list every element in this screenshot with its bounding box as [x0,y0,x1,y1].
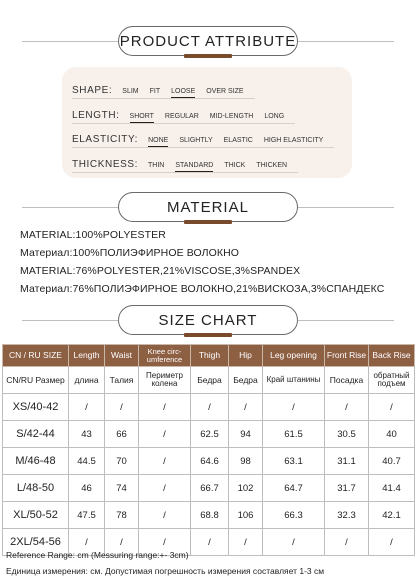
size-label-cell: M/46-48 [3,448,69,475]
measurement-cell: 64.7 [263,475,325,502]
ru-header-thigh: Бедра [191,367,229,394]
header-divider-right [298,207,394,208]
product-attribute-header [0,23,416,59]
attribute-option-selected: SHORT [129,113,154,120]
size-label-cell: S/42-44 [3,421,69,448]
measurement-cell: / [139,475,191,502]
measurement-cell: 102 [229,475,263,502]
header-divider-right [298,320,394,321]
measurement-cell: / [105,394,139,421]
measurement-cell: / [191,394,229,421]
col-header-leg-opening: Leg opening [263,345,325,367]
measurement-cell: 66.3 [263,502,325,529]
material-header [0,189,416,225]
measurement-cell: 74 [105,475,139,502]
ru-header-length: длина [69,367,105,394]
measurement-error-note: Единица измерения: см. Допустимая погрешность измерения составляет 1-3 см [6,566,325,576]
measurement-cell: 63.1 [263,448,325,475]
attribute-option: LONG [264,113,285,120]
attribute-option: REGULAR [164,113,199,120]
measurement-cell: 66 [105,421,139,448]
measurement-cell: / [229,529,263,556]
attribute-row [72,152,298,170]
attribute-row [72,127,334,145]
header-divider-left [22,41,118,42]
attribute-option: SLIM [122,88,139,95]
measurement-cell: 41.4 [369,475,415,502]
measurement-cell: / [139,448,191,475]
measurement-cell: / [369,529,415,556]
reference-range-note: Reference Range: cm (Messuring range:+- 3cm) [6,550,189,560]
measurement-cell: / [139,529,191,556]
size-chart-title: SIZE CHART [118,305,298,335]
attribute-row-rule [72,98,255,99]
col-header-thigh: Thigh [191,345,229,367]
measurement-cell: 40 [369,421,415,448]
attribute-row-rule [72,123,295,124]
measurement-cell: / [263,529,325,556]
measurement-cell: 64.6 [191,448,229,475]
ru-header-knee: Периметр колена [139,367,191,394]
size-row [3,502,415,529]
measurement-cell: / [105,529,139,556]
size-label-cell: XS/40-42 [3,394,69,421]
attribute-label: THICKNESS: [72,159,139,170]
ru-header-hip: Бедра [229,367,263,394]
attribute-row-rule [72,172,298,173]
measurement-cell: / [69,394,105,421]
size-label-cell: 2XL/54-56 [3,529,69,556]
size-chart-header [0,302,416,338]
col-header-waist: Waist [105,345,139,367]
measurement-cell: 43 [69,421,105,448]
attribute-label: SHAPE: [72,85,113,96]
measurement-cell: 70 [105,448,139,475]
measurement-cell: 40.7 [369,448,415,475]
measurement-cell: 78 [105,502,139,529]
col-header-back-rise: Back Rise [369,345,415,367]
attribute-row [72,103,295,121]
measurement-cell: 94 [229,421,263,448]
attribute-option: MID-LENGTH [209,113,254,120]
attribute-option-selected: STANDARD [175,162,214,169]
attribute-label: ELASTICITY: [72,134,139,145]
attribute-option: THICKEN [256,162,288,169]
header-accent-bar [184,333,232,337]
material-line-ru-2: Материал:76%ПОЛИЭФИРНОЕ ВОЛОКНО,21%ВИСКОЗА,3%СПАНДЕКС [20,283,385,295]
material-line-en-2: MATERIAL:76%POLYESTER,21%VISCOSE,3%SPANDEX [20,265,301,277]
measurement-cell: / [325,394,369,421]
measurement-cell: / [369,394,415,421]
measurement-cell: 46 [69,475,105,502]
header-divider-right [298,41,394,42]
measurement-cell: / [139,421,191,448]
measurement-cell: / [325,529,369,556]
ru-header-back-rise: обратный подъем [369,367,415,394]
attribute-label: LENGTH: [72,110,120,121]
col-header-size: CN / RU SIZE [3,345,69,367]
col-header-knee: Knee circ-umference [139,345,191,367]
measurement-cell: / [69,529,105,556]
ru-header-front-rise: Посадка [325,367,369,394]
measurement-cell: 44.5 [69,448,105,475]
measurement-cell: 42.1 [369,502,415,529]
attribute-row [72,78,255,96]
material-line-ru-1: Материал:100%ПОЛИЭФИРНОЕ ВОЛОКНО [20,247,240,259]
header-accent-bar [184,54,232,58]
size-label-cell: XL/50-52 [3,502,69,529]
attribute-option: FIT [149,88,161,95]
attribute-option: THICK [224,162,246,169]
size-row [3,448,415,475]
measurement-cell: / [139,502,191,529]
material-title: MATERIAL [118,192,298,222]
col-header-front-rise: Front Rise [325,345,369,367]
measurement-cell: 61.5 [263,421,325,448]
measurement-cell: 30.5 [325,421,369,448]
measurement-cell: 31.7 [325,475,369,502]
attribute-option: THIN [148,162,165,169]
col-header-length: Length [69,345,105,367]
size-row [3,475,415,502]
measurement-cell: 98 [229,448,263,475]
ru-header-leg-opening: Край штанины [263,367,325,394]
material-line-en-1: MATERIAL:100%POLYESTER [20,229,166,241]
size-row [3,421,415,448]
measurement-cell: 62.5 [191,421,229,448]
measurement-cell: / [191,529,229,556]
attribute-option: HIGH ELASTICITY [263,137,324,144]
attribute-row-rule [72,147,334,148]
attribute-option: OVER SIZE [206,88,244,95]
measurement-cell: 32.3 [325,502,369,529]
ru-header-size: CN/RU Размер [3,367,69,394]
size-label-cell: L/48-50 [3,475,69,502]
measurement-cell: 31.1 [325,448,369,475]
size-table-header-row [3,345,415,367]
attribute-option: SLIGHTLY [179,137,213,144]
col-header-hip: Hip [229,345,263,367]
attribute-option-selected: NONE [148,137,169,144]
size-row [3,394,415,421]
measurement-cell: 66.7 [191,475,229,502]
measurement-cell: / [229,394,263,421]
measurement-cell: / [139,394,191,421]
attribute-option-selected: LOOSE [171,88,196,95]
header-divider-left [22,320,118,321]
attribute-option: ELASTIC [223,137,253,144]
size-chart-table [2,344,415,556]
measurement-cell: 68.8 [191,502,229,529]
measurement-cell: 47.5 [69,502,105,529]
size-table-ru-header-row [3,367,415,394]
measurement-cell: 106 [229,502,263,529]
ru-header-waist: Талия [105,367,139,394]
header-divider-left [22,207,118,208]
product-attribute-title: PRODUCT ATTRIBUTE [118,26,298,56]
measurement-cell: / [263,394,325,421]
header-accent-bar [184,220,232,224]
